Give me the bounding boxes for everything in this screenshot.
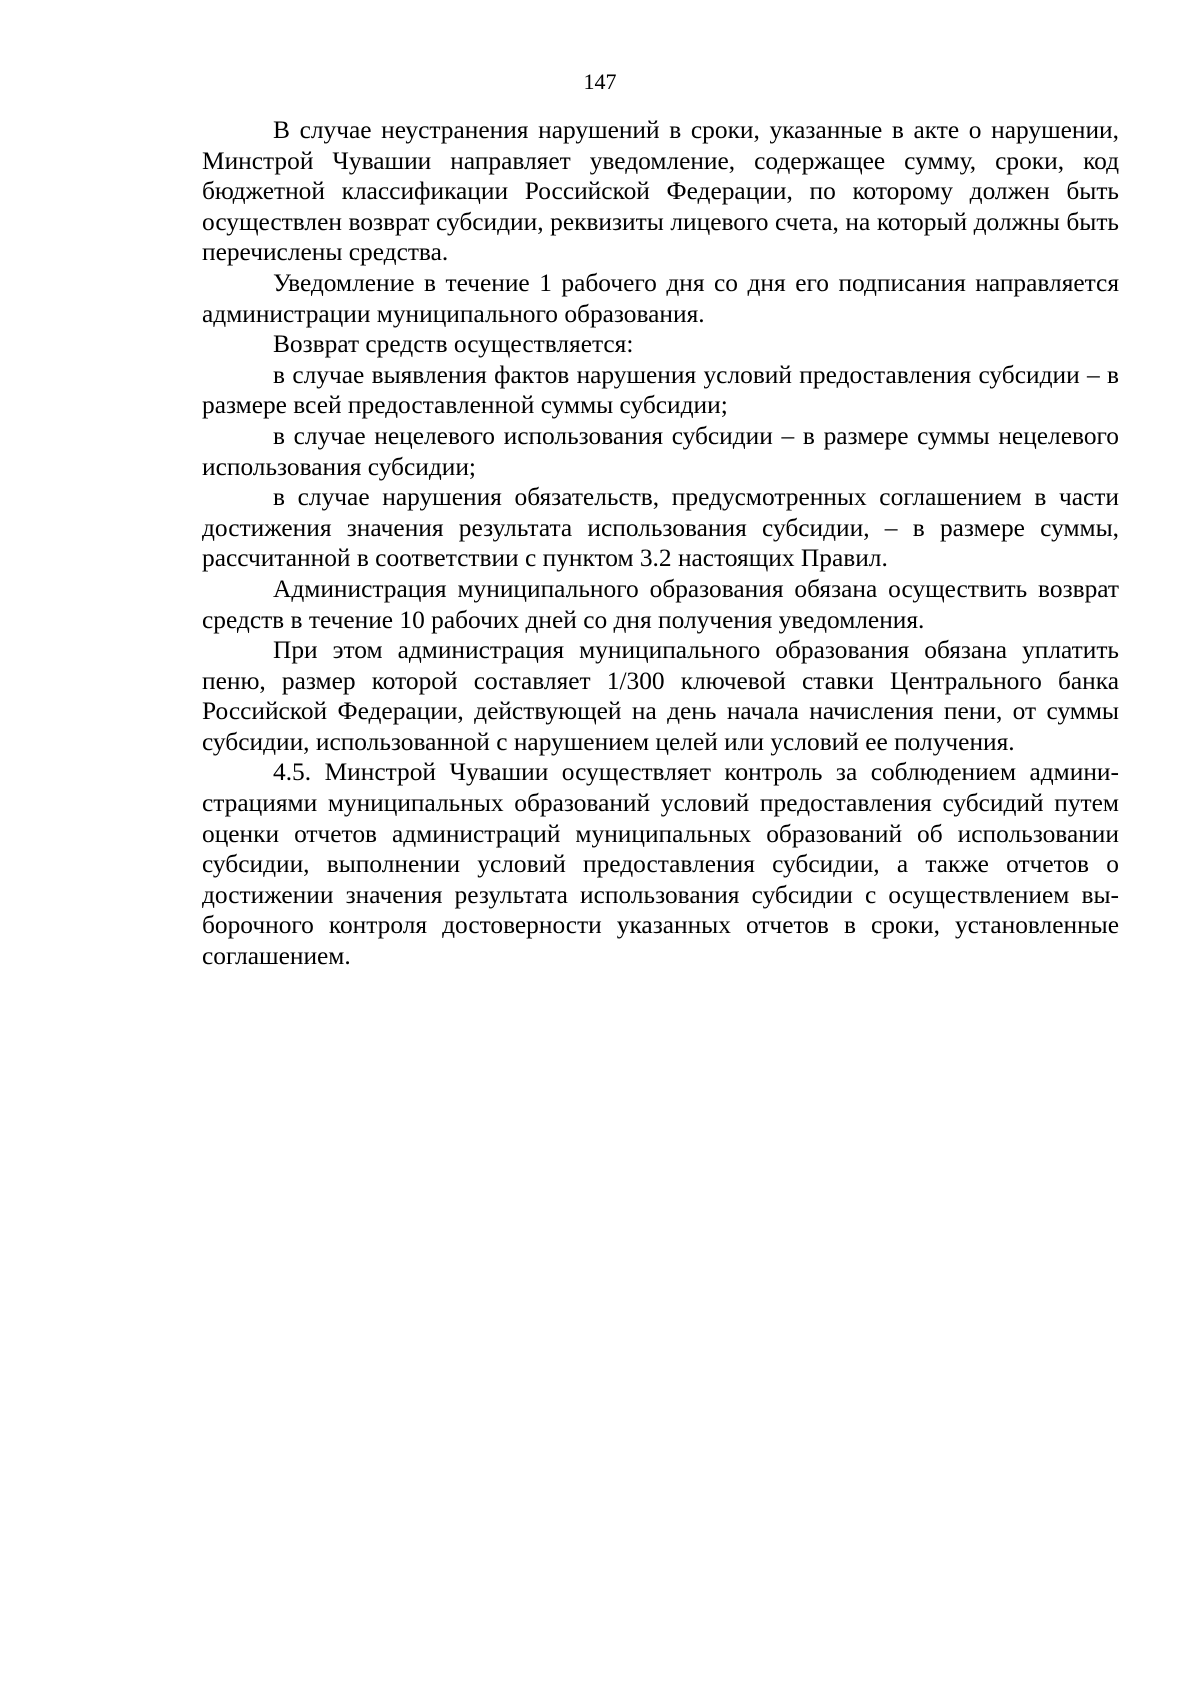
paragraph-section-4-5: 4.5. Минстрой Чувашии осуществляет контроль за соблюдением администрациями муниципальных образований условий предоставления субсидий путем оценки отчетов администраций муниципальных образований об использовании субсидии, выполнении условий предоставления субсидии, а также отчетов о достижении значения результата использования субсидии с осуществлением выборочного контроля достоверности указанных отчетов в сроки, установленные соглашением. [202,758,1119,971]
page-number: 147 [583,69,617,94]
paragraph-return-case-violation: в случае выявления фактов нарушения условий предоставления субсидии – в размере всей предоставленной суммы субсидии; [202,360,1119,420]
paragraph-notice-delivery: Уведомление в течение 1 рабочего дня со дня его подписания направляется администрации муниципального образования. [202,268,1119,328]
paragraph-return-notice: В случае неустранения нарушений в сроки, указанные в акте о нарушении, Минстрой Чувашии направляет уведомление, содержащее сумму, сроки, код бюджетной классификации Российской Федерации, по которому должен быть осуществлен возврат субсидии, реквизиты лицевого счета, на который должны быть перечислены средства. [202,116,1119,267]
paragraph-return-case-misuse: в случае нецелевого использования субсидии – в размере суммы нецелевого использования субсидии; [202,421,1119,481]
paragraph-penalty: При этом администрация муниципального образования обязана уплатить пеню, размер которой составляет 1/300 ключевой ставки Центрального банка Российской Федерации, действующей на день начала начисления пени, от суммы субсидии, использованной с нарушением целей или условий ее получения. [202,636,1119,756]
paragraph-return-deadline: Администрация муниципального образования обязана осуществить возврат средств в течение 10 рабочих дней со дня получения уведомления. [202,574,1119,634]
paragraph-return-case-obligations: в случае нарушения обязательств, предусмотренных соглашением в части достижения значения результата использования субсидии, – в размере суммы, рассчитанной в соответствии с пунктом 3.2 настоящих Правил. [202,483,1119,573]
paragraph-return-intro: Возврат средств осуществляется: [273,330,634,359]
document-body [202,115,1119,972]
